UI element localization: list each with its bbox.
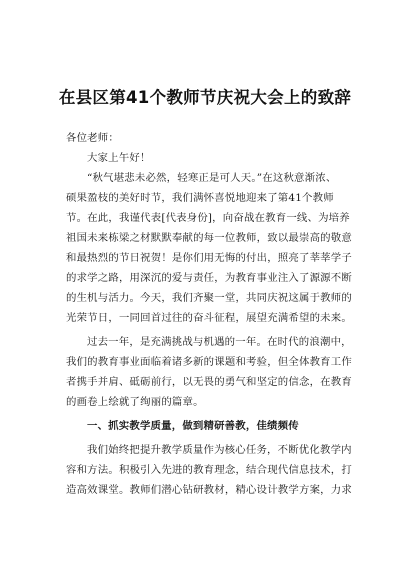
document-body <box>66 128 362 500</box>
paragraph-line: 者携手并肩、砥砺前行，以无畏的勇气和坚定的信念，在教育 <box>66 376 352 388</box>
paragraph-line: 我们始终把提升教学质量作为核心任务，不断优化教学内 <box>87 444 352 456</box>
paragraph-1 <box>66 168 362 328</box>
paragraph-line: 节。在此，我谨代表[代表身份]，向奋战在教育一线、为培养 <box>66 212 350 224</box>
paragraph-line: 的生机与活力。今天，我们齐聚一堂，共同庆祝这属于教师的 <box>66 292 352 304</box>
document-title: 在县区第41个教师节庆祝大会上的致辞 <box>58 88 352 107</box>
paragraph-2 <box>66 332 362 412</box>
paragraph-line: 容和方法。积极引入先进的教育理念，结合现代信息技术，打 <box>66 464 352 476</box>
section-heading: 一、抓实教学质量，做到精研善教，佳绩频传 <box>87 420 299 432</box>
paragraph-line: 我们的教育事业面临着诸多新的课题和考验，但全体教育工作 <box>66 356 352 368</box>
salutation: 各位老师： <box>66 132 119 144</box>
paragraph-line: 过去一年，是充满挑战与机遇的一年。在时代的浪潮中， <box>87 336 352 348</box>
paragraph-line: “秋气堪悲未必然，轻寒正是可人天。”在这秋意渐浓、 <box>87 172 337 184</box>
paragraph-line: 硕果盈枝的美好时节，我们满怀喜悦地迎来了第41个教师 <box>66 192 334 204</box>
paragraph-line: 光荣节日，一同回首过往的奋斗征程，展望充满希望的未来。 <box>66 312 352 324</box>
paragraph-line: 的画卷上绘就了绚丽的篇章。 <box>66 396 204 408</box>
paragraph-line: 和最热烈的节日祝贺！是你们用无悔的付出，照亮了莘莘学子 <box>66 252 352 264</box>
paragraph-3 <box>66 440 362 500</box>
paragraph-line: 的求学之路，用深沉的爱与责任，为教育事业注入了源源不断 <box>66 272 352 284</box>
paragraph-line: 祖国未来栋梁之材默默奉献的每一位教师，致以最崇高的敬意 <box>66 232 352 244</box>
greeting: 大家上午好！ <box>87 152 151 164</box>
paragraph-line: 造高效课堂。教师们潜心钻研教材，精心设计教学方案，力求 <box>66 484 352 496</box>
